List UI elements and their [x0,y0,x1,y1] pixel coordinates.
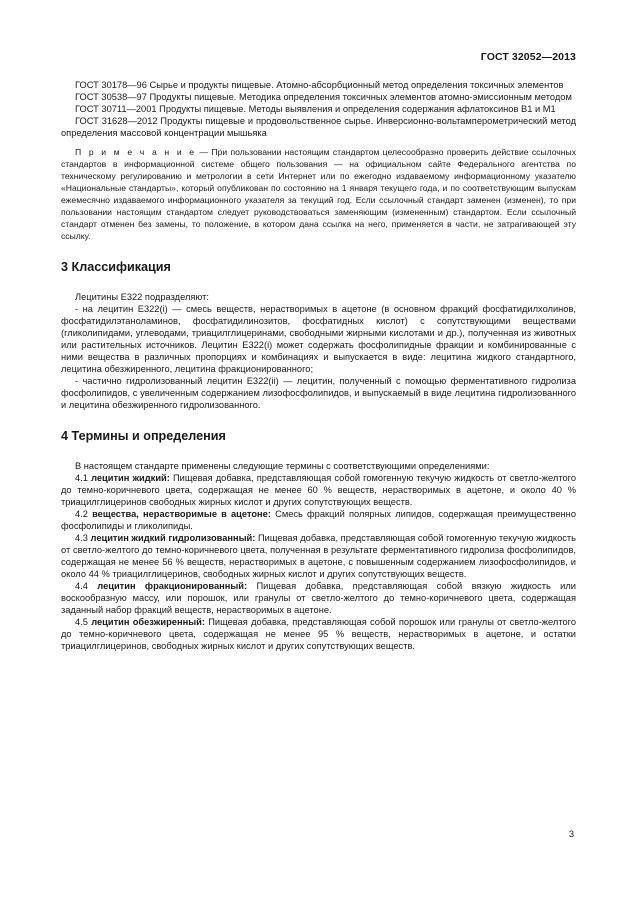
term-def: Пищевая добавка, представляющая собой гомогенную текучую жидкость от светло-желтого до темно-коричневого цвета, полученная в результате ферментативного гидролиза фосфолипидов, содержащая не менее 56 % веществ, нерастворимых в ацетоне, с повышенным содержанием лизофосфолипидов, и около 44 % триацилглицеринов, свободных жирных кислот и других сопутствующих веществ. [61,533,576,579]
term-number: 4.3 [75,533,91,543]
term-definition [61,472,576,508]
term-def: Пищевая добавка, представляющая собой вязкую жидкость или воскообразную массу, или порошок, или гранулы от светло-желтого до темно-коричневого цвета, содержащая заданный набор фракций веществ, нерастворимых в ацетоне. [61,581,576,615]
term-def: Пищевая добавка, представляющая собой порошок или гранулы от светло-желтого до темно-коричневого цвета, содержащая не менее 95 % веществ, нерастворимых в ацетоне, и остатки триацилглицеринов, свободных жирных кислот и других сопутствующих веществ. [61,617,576,651]
term-definition [61,532,576,580]
section-4-title: 4 Термины и определения [61,429,226,443]
reference-item: ГОСТ 30178—96 Сырье и продукты пищевые. Атомно-абсорбционный метод определения токсичных элементов [75,80,564,90]
term-number: 4.4 [75,581,98,591]
section-3-intro: Лецитины Е322 подразделяют: [75,292,210,302]
term-name: вещества, нерастворимые в ацетоне: [92,509,271,519]
section-4-intro: В настоящем стандарте применены следующие термины с соответствующими определениями: [75,461,490,471]
reference-item: ГОСТ 31628—2012 Продукты пищевые и продовольственное сырье. Инверсионно-вольтамперометрический метод определения массовой концентрации мышьяка [61,116,576,138]
classification-item: - на лецитин Е322(i) — смесь веществ, нерастворимых в ацетоне (в основном фракций фосфатидилхолинов, фосфатидилэтаноламинов, фосфатидилинозитов, фосфатидных кислот) с сопутствующими веществами (гликолипидами, углеводами, триацилглицеринами, свободными жирными кислотами и др.), полученная из животных или растительных источников. Лецитин Е322(i) может содержать фосфолипидные фракции и комбинированные с ними вещества в различных пропорциях и комбинациях и выпускается в виде: лецитина жидкого стандартного, лецитина обезжиренного, лецитина фракционированного; [61,304,576,374]
term-number: 4.1 [75,473,92,483]
term-def: Смесь фракций полярных липидов, содержащая преимущественно фосфолипиды и гликолипиды. [61,509,576,531]
term-name: лецитин жидкий гидролизованный: [90,533,256,543]
document-header: ГОСТ 32052—2013 [480,51,576,63]
page-content [61,79,576,652]
term-number: 4.2 [75,509,93,519]
note-text: — При пользовании настоящим стандартом целесообразно проверить действие ссылочных стандартов в информационной системе общего пользования — на официальном сайте Федерального агентства по техническому регулированию и метрологии в сети Интернет или по ежегодно издаваемому информационному указателю «Национальные стандарты», который опубликован по состоянию на 1 января текущего года, и по соответствующим выпускам ежемесячно издаваемого информационного указателя за текущий год. Если ссылочный стандарт заменен (изменен), то при пользовании настоящим стандартом следует руководствоваться заменяющим (измененным) стандартом. Если ссылочный стандарт отменен без замены, то положение, в котором дана ссылка на него, применяется в части, не затрагивающей эту ссылку. [61,147,576,241]
term-number: 4.5 [75,617,92,627]
note-paragraph [61,146,576,242]
page-number: 3 [568,829,574,839]
term-name: лецитин обезжиренный: [91,617,205,627]
term-name: лецитин жидкий: [91,473,170,483]
term-name: лецитин фракционированный: [97,581,248,591]
term-definition [61,580,576,616]
term-def: Пищевая добавка, представляющая собой гомогенную текучую жидкость от светло-желтого до темно-коричневого цвета, содержащая не менее 60 % веществ, нерастворимых в ацетоне, и около 40 % триацилглицеринов свободных жирных кислот и других сопутствующих веществ. [61,473,576,507]
reference-item: ГОСТ 30711—2001 Продукты пищевые. Методы выявления и определения содержания афлатоксинов В1 и М1 [75,104,556,114]
note-label: П р и м е ч а н и е [75,147,197,157]
section-3-title: 3 Классификация [61,260,171,274]
term-definition [61,508,576,532]
reference-item: ГОСТ 30538—97 Продукты пищевые. Методика определения токсичных элементов атомно-эмиссионным методом [75,92,572,102]
term-definition [61,616,576,652]
classification-item: - частично гидролизованный лецитин Е322(ii) — лецитин, полученный с помощью ферментативного гидролиза фосфолипидов, с увеличенным содержанием лизофосфолипидов, и выпускаемый в виде лецитина гидролизованного и лецитина обезжиренного гидролизованного. [61,376,576,410]
